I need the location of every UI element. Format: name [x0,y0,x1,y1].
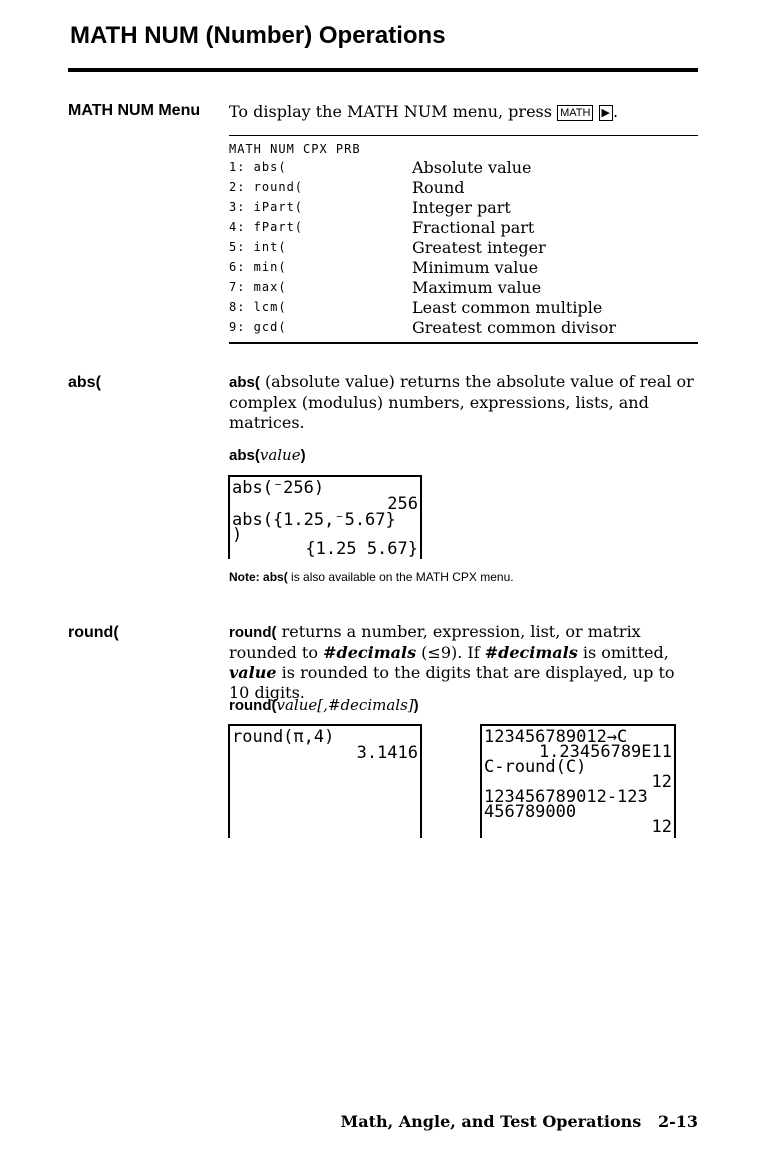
menu-intro-text: To display the MATH NUM menu, press [229,102,552,121]
menu-item-desc: Round [412,178,465,197]
menu-item-code: 8: lcm( [229,300,287,314]
abs-syntax-arg: value [259,446,301,464]
round-desc-part: returns a number, expression, list, or matrix rounded to [229,622,641,662]
menu-header: MATH NUM CPX PRB [229,142,361,156]
round-description [229,622,699,703]
round-term: round( [229,624,277,641]
menu-item-code: 2: round( [229,180,304,194]
screen-line: C-round(C) [484,757,587,777]
screen-line: 123456789012→C [484,727,628,747]
menu-row [229,198,698,218]
menu-item-code: 6: min( [229,260,287,274]
abs-syntax-fn: abs( [229,447,260,464]
title-rule [68,68,698,72]
round-calculator-screen-2 [480,724,676,838]
menu-item-code: 3: iPart( [229,200,304,214]
note-text: is also available on the MATH CPX menu. [291,570,514,584]
menu-row [229,158,698,178]
round-desc-part: is rounded to the digits that are displayed, up to 10 digits. [229,663,675,702]
menu-item-desc: Absolute value [412,158,532,177]
menu-item-desc: Integer part [412,198,511,217]
screen-line: 256 [387,494,418,514]
menu-item-desc: Greatest integer [412,238,546,257]
menu-item-code: 9: gcd( [229,320,287,334]
round-syntax [229,696,419,714]
abs-syntax-end: ) [300,447,306,464]
screen-line: 123456789012-123 [484,787,648,807]
math-num-menu-table [229,135,698,344]
round-desc-value: value [229,663,277,682]
screen-line: abs({1.25,⁻5.67} [232,510,396,530]
right-arrow-key-icon: ▶ [599,105,613,121]
screen-line: ) [232,525,243,545]
section-label-round: round( [68,624,119,641]
menu-item-desc: Fractional part [412,218,535,237]
round-desc-decimals: #decimals [484,643,578,662]
screen-line: 456789000 [484,802,577,822]
menu-item-desc: Maximum value [412,278,542,297]
page-title: MATH NUM (Number) Operations [70,22,446,49]
screen-line: 1.23456789E11 [538,742,672,762]
round-desc-decimals: #decimals [323,643,417,662]
note-label: Note: [229,570,260,584]
round-syntax-arg: value [276,696,318,714]
abs-description [229,372,699,433]
round-calculator-screen-1 [228,724,422,838]
screen-line: round(π,4) [232,727,335,747]
round-desc-part: is omitted, [582,643,669,662]
menu-row [229,218,698,238]
round-syntax-fn: round( [229,697,277,714]
menu-row [229,298,698,318]
screen-line: 3.1416 [356,743,418,763]
abs-note [229,570,514,584]
section-label-math-num-menu: MATH NUM Menu [68,102,201,119]
screen-line: abs(⁻256) [232,478,325,498]
math-key: MATH [557,105,593,121]
screen-line: {1.25 5.67} [305,539,418,559]
menu-item-desc: Greatest common divisor [412,318,617,337]
menu-item-code: 5: int( [229,240,287,254]
menu-intro-end: . [612,102,619,121]
menu-item-desc: Minimum value [412,258,539,277]
menu-item-code: 7: max( [229,280,287,294]
menu-intro [229,102,699,122]
menu-row [229,238,698,258]
menu-row [229,178,698,198]
screen-line: 12 [651,817,672,837]
abs-term: abs( [229,374,260,391]
page-footer: Math, Angle, and Test Operations 2-13 [340,1112,698,1131]
abs-calculator-screen [228,475,422,559]
round-syntax-end: ) [413,697,419,714]
screen-line: 12 [651,772,672,792]
note-term: abs( [263,570,288,584]
abs-syntax [229,446,306,464]
abs-description-text: (absolute value) returns the absolute value of real or complex (modulus) numbers, expressions, lists, and matrices. [229,372,694,432]
round-desc-part: (≤9). If [421,643,480,662]
menu-item-code: 4: fPart( [229,220,304,234]
menu-row [229,318,698,338]
menu-item-desc: Least common multiple [412,298,603,317]
section-label-abs: abs( [68,374,101,391]
menu-item-code: 1: abs( [229,160,287,174]
menu-row [229,278,698,298]
menu-row [229,258,698,278]
round-syntax-optional: [,#decimals] [317,696,414,714]
